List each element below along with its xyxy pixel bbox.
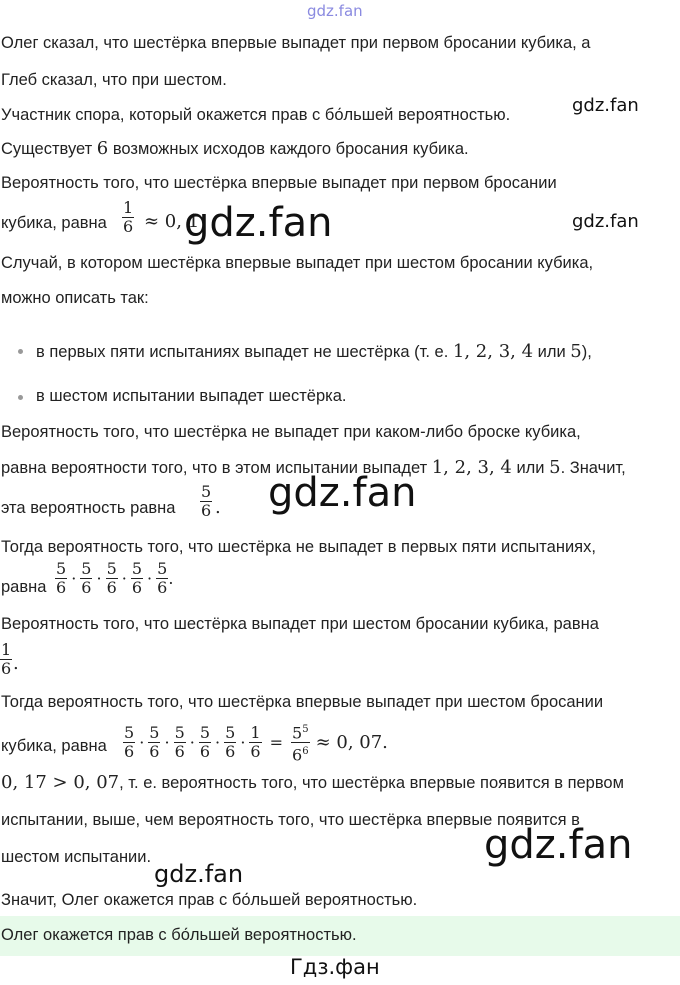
watermark: gdz.fan <box>184 200 333 246</box>
fraction <box>249 724 261 761</box>
text-line: испытании, выше, чем вероятность того, что шестёрка впервые появится в <box>1 811 580 829</box>
fraction <box>156 560 168 597</box>
numerator: 1 <box>123 198 134 217</box>
text-line <box>1 138 469 159</box>
text-line <box>1 772 624 793</box>
math: ≈ 0, 1 <box>144 211 200 232</box>
numerator: 5 <box>81 559 92 578</box>
text: Существует <box>1 140 97 158</box>
fraction <box>80 560 92 597</box>
math: 6 <box>96 138 109 159</box>
operator: · <box>71 569 77 588</box>
fraction <box>199 724 211 761</box>
fraction <box>174 724 186 761</box>
operator: · <box>164 733 170 753</box>
list-item: в шестом испытании выпадет шестёрка. <box>36 387 347 405</box>
math: ≈ 0, 07. <box>315 732 388 754</box>
denominator: 6 <box>149 742 160 762</box>
fraction <box>224 724 236 761</box>
fraction <box>106 560 118 597</box>
math: . <box>13 653 19 674</box>
denominator: 6 <box>123 217 134 236</box>
denominator: 6 <box>56 578 67 597</box>
text-line: Значит, Олег окажется прав с бо́льшей вероятностью. <box>1 891 418 909</box>
text-line: Вероятность того, что шестёрка не выпадет при каком-либо броске кубика, <box>1 423 581 441</box>
text: . Значит, <box>560 459 626 477</box>
text-line: шестом испытании. <box>1 848 152 866</box>
watermark-top: gdz.fan <box>307 2 363 20</box>
text: равна вероятности того, что в этом испытании выпадет <box>1 459 432 477</box>
text: , т. е. вероятность того, что шестёрка впервые появится в первом <box>119 774 624 792</box>
bullet <box>18 395 23 400</box>
text: возможных исходов каждого бросания кубика. <box>108 140 469 158</box>
numerator: 5 <box>106 559 117 578</box>
bullet <box>18 349 23 354</box>
fraction <box>131 560 143 597</box>
denominator: 6 <box>199 742 211 762</box>
fraction <box>55 560 67 597</box>
text: или <box>511 459 550 477</box>
text-line: Вероятность того, что шестёрка выпадет при шестом бросании кубика, равна <box>1 615 599 633</box>
text-line: эта вероятность равна <box>1 499 176 517</box>
fraction <box>200 483 212 520</box>
answer-text: Олег окажется прав с бо́льшей вероятностью. <box>1 926 357 944</box>
fraction <box>123 724 135 761</box>
numerator: 5 <box>56 559 67 578</box>
operator: · <box>240 733 246 753</box>
denominator: 6 <box>174 742 185 762</box>
denominator: 6 <box>225 742 236 762</box>
math: 5 <box>549 457 561 478</box>
fraction-product <box>123 721 392 765</box>
text-line: Тогда вероятность того, что шестёрка впервые выпадет при шестом бросании <box>1 693 604 711</box>
denominator: 6 <box>1 659 12 678</box>
list-item <box>36 341 592 362</box>
denominator: 6 <box>250 742 261 762</box>
operator: · <box>139 733 145 753</box>
text: или <box>533 343 571 361</box>
denominator: 6 <box>106 578 117 597</box>
fraction <box>0 641 12 678</box>
math: . <box>215 497 221 518</box>
math: 1, 2, 3, 4 <box>431 457 512 478</box>
numerator: 5 <box>199 723 211 743</box>
text-line: Участник спора, который окажется прав с бо́льшей вероятностью. <box>1 106 511 124</box>
text-line: Случай, в котором шестёрка впервые выпадет при шестом бросании кубика, <box>1 254 594 272</box>
denominator: $6^6$ <box>291 742 310 764</box>
text-line: Олег сказал, что шестёрка впервые выпадет при первом бросании кубика, а <box>1 34 591 52</box>
denominator: 6 <box>157 578 168 597</box>
numerator: 5 <box>124 723 135 743</box>
text-line: можно описать так: <box>1 289 149 307</box>
equals: = <box>269 733 283 753</box>
denominator: 6 <box>131 578 143 597</box>
fraction <box>122 199 134 236</box>
fraction-product <box>55 560 173 597</box>
watermark-bottom: Гдз.фан <box>290 955 380 979</box>
numerator: 5 <box>131 559 143 578</box>
watermark: gdz.fan <box>484 822 633 868</box>
operator: · <box>147 569 153 588</box>
numerator: 5 <box>201 482 212 501</box>
numerator: 5 <box>157 559 168 578</box>
text-line: Вероятность того, что шестёрка впервые выпадет при первом бросании <box>1 174 557 192</box>
operator: · <box>121 569 127 588</box>
denominator: 6 <box>201 501 212 520</box>
numerator: 5 <box>174 723 185 743</box>
text-line: кубика, равна <box>1 214 107 232</box>
operator: · <box>96 569 102 588</box>
numerator: 5 <box>149 723 160 743</box>
denominator: 6 <box>81 578 92 597</box>
watermark: gdz.fan <box>154 860 244 888</box>
numerator: 1 <box>250 723 261 743</box>
numerator: 5 <box>225 723 236 743</box>
period: . <box>168 569 174 588</box>
text-line: Глеб сказал, что при шестом. <box>1 71 227 89</box>
denominator: 6 <box>124 742 135 762</box>
numerator: $5^5$ <box>292 723 309 743</box>
math: 5 <box>570 341 582 362</box>
text-line: Тогда вероятность того, что шестёрка не выпадет в первых пяти испытаниях, <box>1 538 596 556</box>
watermark: gdz.fan <box>268 470 417 516</box>
numerator: 1 <box>1 640 12 659</box>
fraction <box>291 721 310 765</box>
watermark: gdz.fan <box>572 95 639 116</box>
fraction <box>148 724 160 761</box>
math: 0, 17 > 0, 07 <box>1 772 120 793</box>
text: в первых пяти испытаниях выпадет не шестёрка (т. е. <box>36 343 453 361</box>
text: ), <box>581 343 592 361</box>
watermark: gdz.fan <box>572 211 639 232</box>
operator: · <box>215 733 221 753</box>
math: 1, 2, 3, 4 <box>452 341 534 362</box>
text-line: кубика, равна <box>1 737 107 755</box>
answer-box <box>0 916 680 956</box>
operator: · <box>189 733 195 753</box>
text-line: равна <box>1 578 47 596</box>
